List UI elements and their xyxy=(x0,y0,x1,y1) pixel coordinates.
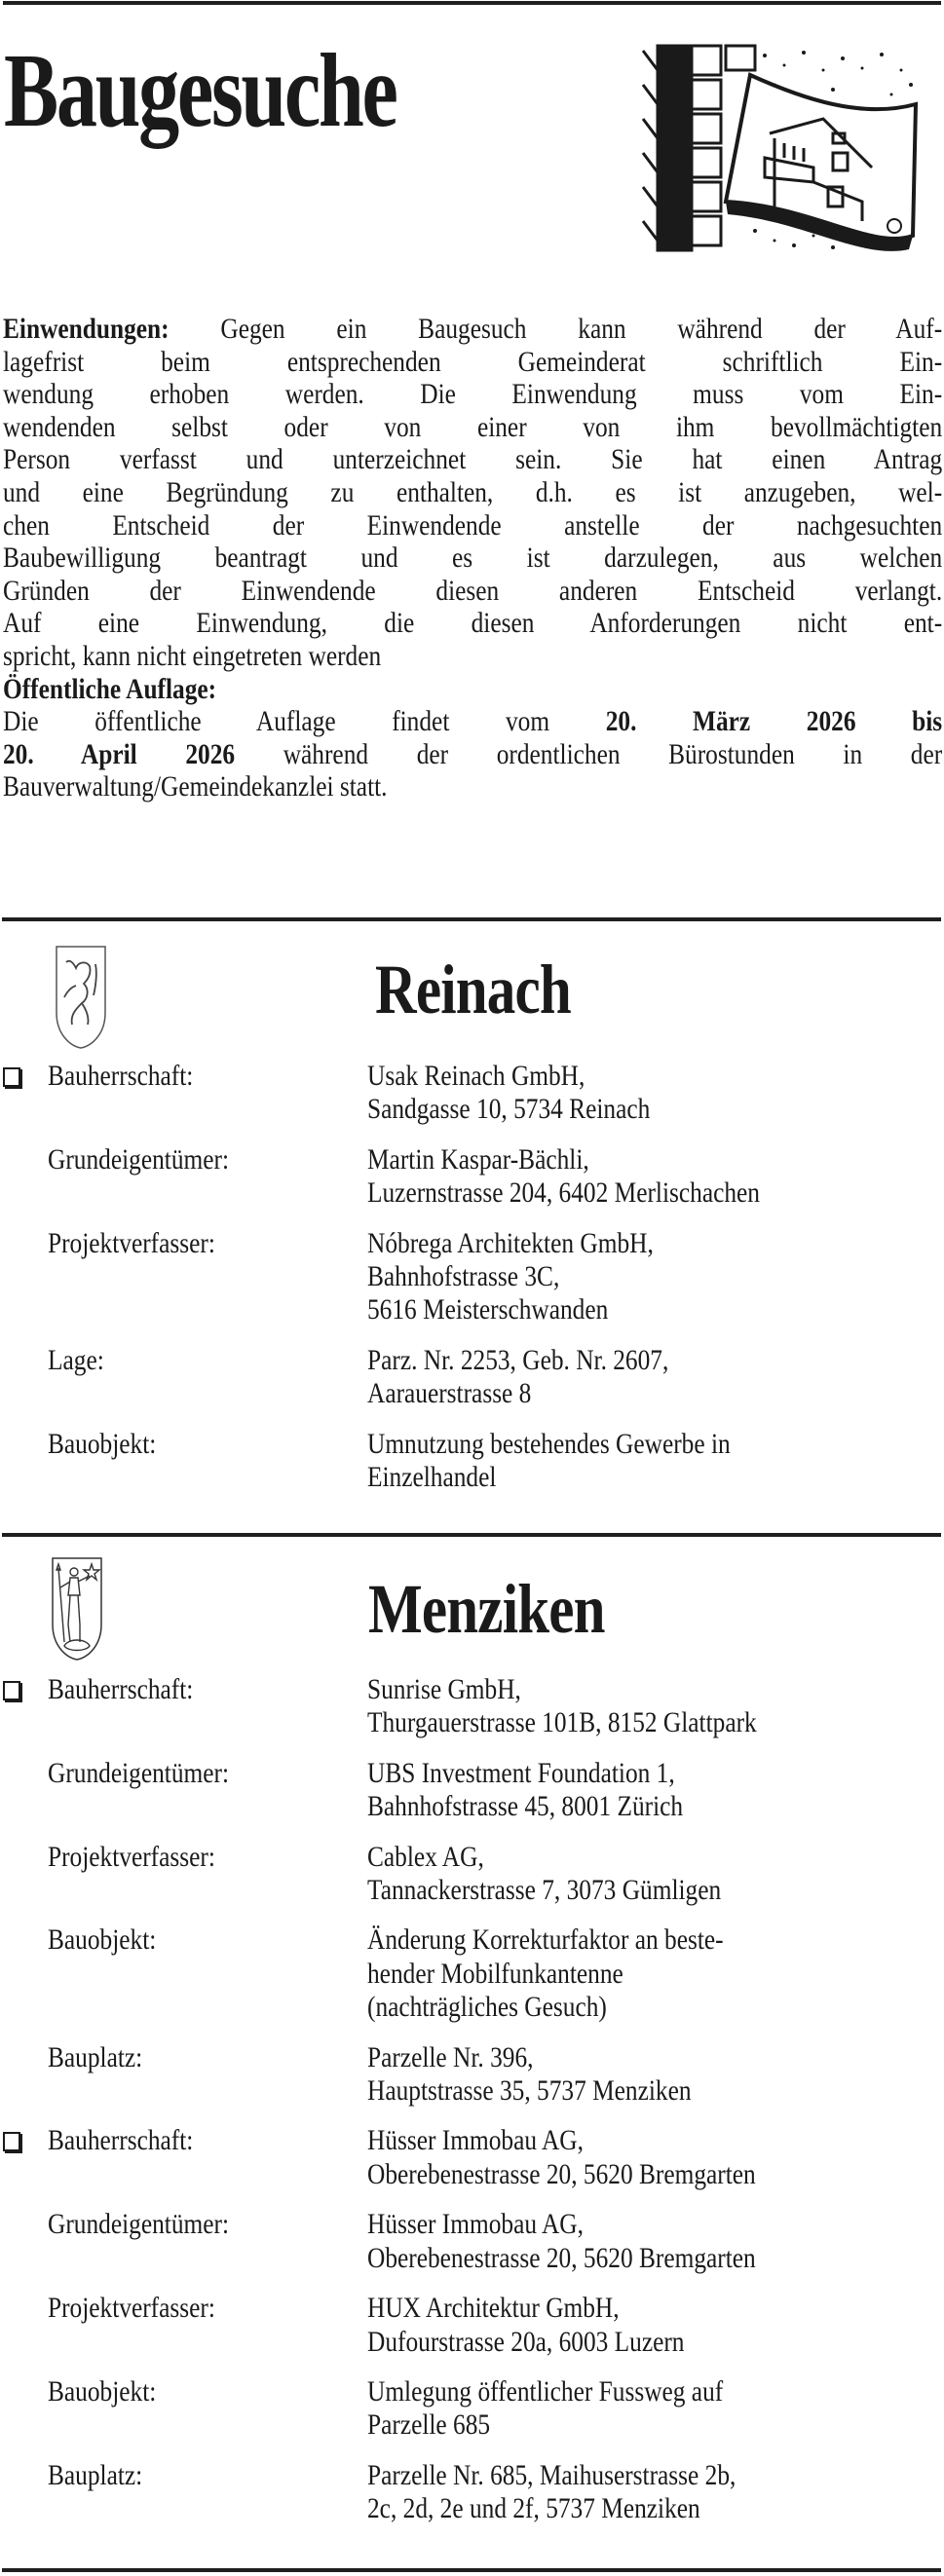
public-display-line: Bauverwaltung/Gemeindekanzlei statt. xyxy=(3,771,388,803)
entry-row xyxy=(0,2124,944,2191)
entry-row xyxy=(0,1841,944,1908)
entry-value: Nóbrega Architekten GmbH, Bahnhofstrasse 3C, 5616 Meisterschwanden xyxy=(367,1227,654,1326)
entry-label: Projektverfasser: xyxy=(48,1841,215,1873)
public-display-line: Die öffentliche Auflage findet vom 20. März 2026 bis xyxy=(3,706,943,738)
display-start-date: 20. März 2026 bis xyxy=(605,706,943,738)
checkbox-icon[interactable] xyxy=(3,1681,20,1700)
entry-label: Grundeigentümer: xyxy=(48,1757,230,1789)
entry-label: Bauherrschaft: xyxy=(48,1061,194,1092)
entry-value: Sunrise GmbH, Thurgauerstrasse 101B, 8152 Glattpark xyxy=(367,1674,757,1739)
section-divider xyxy=(2,917,941,921)
objections-label: Einwendungen: xyxy=(3,314,170,345)
entry-label: Bauobjekt: xyxy=(48,1428,157,1460)
checkbox-icon[interactable] xyxy=(3,2132,20,2151)
entry-row xyxy=(0,2292,944,2359)
objections-paragraph-line: Person verfasst und unterzeichnet sein. Sie hat einen Antrag xyxy=(3,444,943,476)
entry-row xyxy=(0,1227,944,1327)
entry-value: UBS Investment Foundation 1, Bahnhofstrasse 45, 8001 Zürich xyxy=(367,1757,684,1823)
entry-row xyxy=(0,1428,944,1495)
entry-row xyxy=(0,2459,944,2526)
entry-label: Bauobjekt: xyxy=(48,2375,157,2408)
entry-label: Bauobjekt: xyxy=(48,1924,157,1957)
page-title: Baugesuche xyxy=(4,33,396,149)
entry-value: Parzelle Nr. 396, Hauptstrasse 35, 5737 Menziken xyxy=(367,2041,692,2108)
entry-label: Lage: xyxy=(48,1344,104,1376)
objections-paragraph-line: lagefrist beim entsprechenden Gemeinderat schriftlich Ein- xyxy=(3,346,943,378)
objections-paragraph-line: wendung erhoben werden. Die Einwendung muss vom Ein- xyxy=(3,379,943,411)
entry-row xyxy=(0,2375,944,2443)
objections-paragraph-line: Einwendungen: Gegen ein Baugesuch kann während der Auf- xyxy=(3,314,943,345)
entry-row xyxy=(0,1344,944,1411)
entry-label: Bauherrschaft: xyxy=(48,1674,194,1705)
entry-label: Bauplatz: xyxy=(48,2041,143,2073)
entry-value: Parz. Nr. 2253, Geb. Nr. 2607, Aarauerstrasse 8 xyxy=(367,1344,669,1410)
objections-paragraph-line: Baubewilligung beantragt und es ist darzulegen, aus welchen xyxy=(3,542,943,575)
section-divider xyxy=(2,1533,941,1537)
entry-value: Umlegung öffentlicher Fussweg auf Parzelle 685 xyxy=(367,2375,724,2442)
bottom-divider xyxy=(2,2568,941,2572)
entry-row xyxy=(0,1673,944,1740)
entry-row xyxy=(0,2041,944,2109)
entry-label: Bauherrschaft: xyxy=(48,2125,194,2157)
entry-value: Usak Reinach GmbH, Sandgasse 10, 5734 Reinach xyxy=(367,1061,651,1126)
building-plan-icon xyxy=(638,41,930,255)
public-display-line: 20. April 2026 während der ordentlichen Bürostunden in der xyxy=(3,738,943,770)
checkbox-icon[interactable] xyxy=(3,1067,20,1087)
objections-paragraph-line: chen Entscheid der Einwendende anstelle der nachgesuchten xyxy=(3,509,943,541)
objections-paragraph-line: und eine Begründung zu enthalten, d.h. es ist anzugeben, wel- xyxy=(3,476,943,508)
entry-row xyxy=(0,1757,944,1824)
objections-paragraph-line: spricht, kann nicht eingetreten werden xyxy=(3,640,382,672)
entry-label: Grundeigentümer: xyxy=(48,1143,230,1176)
municipality-name: Menziken xyxy=(368,1570,605,1648)
entry-label: Bauplatz: xyxy=(48,2459,143,2491)
entry-label: Projektverfasser: xyxy=(48,1227,215,1259)
knight-crest-icon xyxy=(51,1556,103,1661)
entries-reinach xyxy=(0,1060,944,1511)
entry-value: Änderung Korrekturfaktor an beste- hender Mobilfunkantenne (nachträgliches Gesuch) xyxy=(367,1924,724,2024)
display-end-date: 20. April 2026 xyxy=(3,738,236,770)
entry-value: Parzelle Nr. 685, Maihuserstrasse 2b, 2c, 2d, 2e und 2f, 5737 Menziken xyxy=(367,2459,736,2525)
entry-row xyxy=(0,1143,944,1211)
top-divider xyxy=(3,1,941,5)
public-display-heading: Öffentliche Auflage: xyxy=(3,673,217,705)
entries-menziken xyxy=(0,1673,944,2543)
entry-label: Projektverfasser: xyxy=(48,2293,215,2325)
entry-label: Grundeigentümer: xyxy=(48,2209,230,2241)
entry-row xyxy=(0,2208,944,2275)
entry-value: Umnutzung bestehendes Gewerbe in Einzelhandel xyxy=(367,1428,731,1494)
entry-row xyxy=(0,1923,944,2024)
municipality-name: Reinach xyxy=(375,951,571,1028)
entry-value: Cablex AG, Tannackerstrasse 7, 3073 Gümligen xyxy=(367,1841,722,1907)
objections-paragraph-line: Gründen der Einwendende diesen anderen Entscheid verlangt. xyxy=(3,575,943,607)
objections-paragraph-line: Auf eine Einwendung, die diesen Anforderungen nicht ent- xyxy=(3,608,943,640)
lion-crest-icon xyxy=(55,945,107,1050)
entry-value: Martin Kaspar-Bächli, Luzernstrasse 204, 6402 Merlischachen xyxy=(367,1143,760,1210)
entry-value: HUX Architektur GmbH, Dufourstrasse 20a, 6003 Luzern xyxy=(367,2293,685,2358)
objections-paragraph-line: wendenden selbst oder von einer von ihm bevollmächtigten xyxy=(3,411,943,443)
entry-row xyxy=(0,1060,944,1127)
intro-text-block xyxy=(3,314,942,804)
entry-value: Hüsser Immobau AG, Oberebenestrasse 20, 5620 Bremgarten xyxy=(367,2209,756,2274)
entry-value: Hüsser Immobau AG, Oberebenestrasse 20, 5620 Bremgarten xyxy=(367,2125,756,2190)
